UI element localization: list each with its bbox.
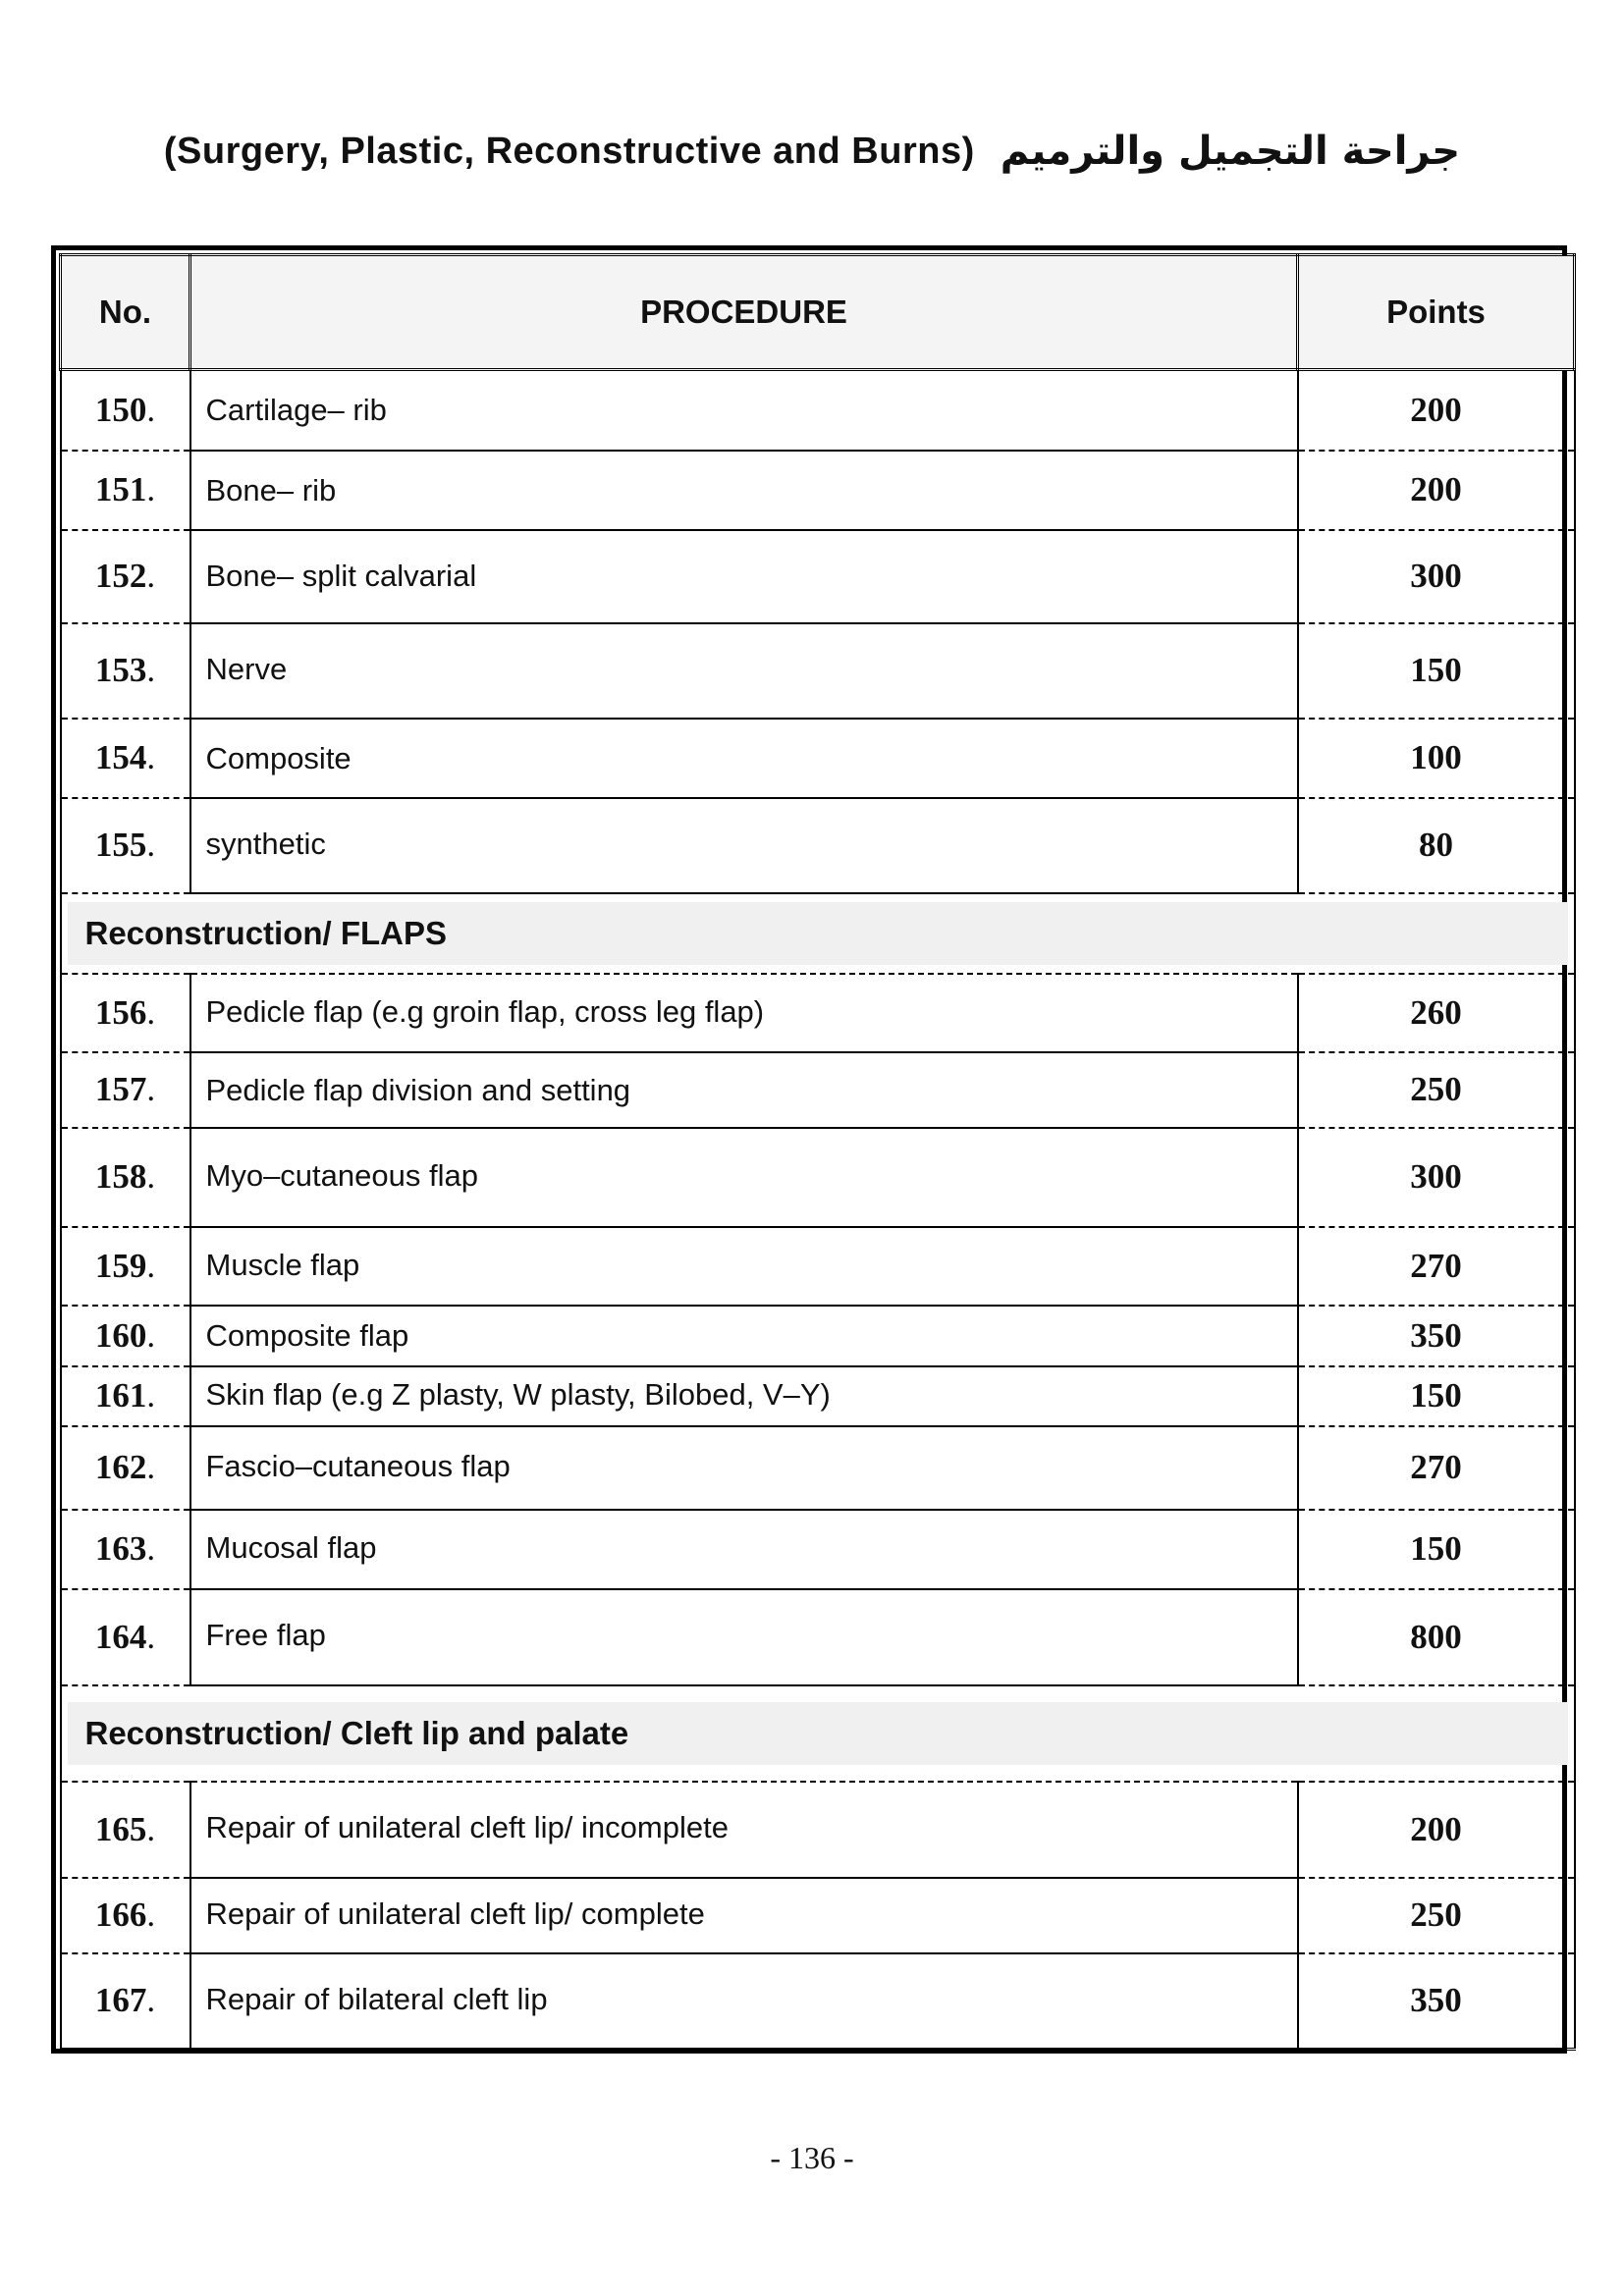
row-points: 250 [1298, 1052, 1575, 1128]
section-title-flaps: Reconstruction/ FLAPS [68, 902, 1568, 965]
row-procedure: Myo–cutaneous flap [190, 1128, 1298, 1227]
row-number: 164. [61, 1589, 190, 1685]
table-row [61, 1128, 1575, 1227]
column-header-procedure: PROCEDURE [190, 255, 1298, 370]
table-row [61, 719, 1575, 798]
row-procedure: Nerve [190, 623, 1298, 719]
row-number: 161. [61, 1366, 190, 1426]
row-number: 157. [61, 1052, 190, 1128]
column-header-no: No. [61, 255, 190, 370]
row-points: 300 [1298, 530, 1575, 623]
row-procedure: Repair of unilateral cleft lip/ incomplete [190, 1782, 1298, 1878]
row-number: 163. [61, 1510, 190, 1589]
column-header-points: Points [1298, 255, 1575, 370]
row-procedure: synthetic [190, 798, 1298, 893]
row-points: 800 [1298, 1589, 1575, 1685]
row-points: 260 [1298, 974, 1575, 1052]
row-procedure: Fascio–cutaneous flap [190, 1426, 1298, 1510]
row-number: 160. [61, 1306, 190, 1366]
row-points: 150 [1298, 623, 1575, 719]
table-row [61, 370, 1575, 451]
page-title [0, 122, 1624, 181]
row-points: 350 [1298, 1953, 1575, 2050]
table-row [61, 1953, 1575, 2050]
row-procedure: Repair of bilateral cleft lip [190, 1953, 1298, 2050]
section-title-cleft: Reconstruction/ Cleft lip and palate [68, 1702, 1568, 1765]
procedures-table [59, 253, 1576, 2051]
table-row [61, 1227, 1575, 1306]
table-row [61, 1366, 1575, 1426]
row-points: 80 [1298, 798, 1575, 893]
table-header-row [61, 255, 1575, 370]
row-procedure: Muscle flap [190, 1227, 1298, 1306]
table-row [61, 1052, 1575, 1128]
table-row [61, 1510, 1575, 1589]
row-points: 250 [1298, 1878, 1575, 1953]
row-procedure: Composite flap [190, 1306, 1298, 1366]
row-procedure: Pedicle flap (e.g groin flap, cross leg flap) [190, 974, 1298, 1052]
table-row [61, 1878, 1575, 1953]
row-number: 162. [61, 1426, 190, 1510]
row-procedure: Free flap [190, 1589, 1298, 1685]
row-points: 300 [1298, 1128, 1575, 1227]
table-row [61, 798, 1575, 893]
row-points: 350 [1298, 1306, 1575, 1366]
section-row-cleft [61, 1685, 1575, 1782]
table-row [61, 451, 1575, 530]
row-number: 166. [61, 1878, 190, 1953]
table-row [61, 530, 1575, 623]
page-number: - 136 - [770, 2140, 854, 2175]
row-number: 158. [61, 1128, 190, 1227]
row-points: 150 [1298, 1366, 1575, 1426]
row-number: 156. [61, 974, 190, 1052]
row-procedure: Mucosal flap [190, 1510, 1298, 1589]
row-number: 154. [61, 719, 190, 798]
row-number: 155. [61, 798, 190, 893]
table-row [61, 1782, 1575, 1878]
row-procedure: Bone– split calvarial [190, 530, 1298, 623]
row-number: 152. [61, 530, 190, 623]
row-number: 159. [61, 1227, 190, 1306]
row-procedure: Composite [190, 719, 1298, 798]
row-points: 200 [1298, 370, 1575, 451]
title-english: (Surgery, Plastic, Reconstructive and Burns) [163, 130, 975, 172]
row-points: 200 [1298, 451, 1575, 530]
row-number: 150. [61, 370, 190, 451]
row-points: 200 [1298, 1782, 1575, 1878]
row-procedure: Pedicle flap division and setting [190, 1052, 1298, 1128]
table-row [61, 1306, 1575, 1366]
row-procedure: Cartilage– rib [190, 370, 1298, 451]
table-row [61, 623, 1575, 719]
row-procedure: Repair of unilateral cleft lip/ complete [190, 1878, 1298, 1953]
row-procedure: Bone– rib [190, 451, 1298, 530]
row-number: 165. [61, 1782, 190, 1878]
row-number: 167. [61, 1953, 190, 2050]
row-procedure: Skin flap (e.g Z plasty, W plasty, Bilobed, V–Y) [190, 1366, 1298, 1426]
row-number: 151. [61, 451, 190, 530]
row-points: 270 [1298, 1426, 1575, 1510]
table-row [61, 1589, 1575, 1685]
title-arabic: جراحة التجميل والترميم [1000, 129, 1461, 174]
row-points: 270 [1298, 1227, 1575, 1306]
section-row-flaps [61, 893, 1575, 974]
table-row [61, 1426, 1575, 1510]
table-row [61, 974, 1575, 1052]
row-number: 153. [61, 623, 190, 719]
row-points: 100 [1298, 719, 1575, 798]
row-points: 150 [1298, 1510, 1575, 1589]
